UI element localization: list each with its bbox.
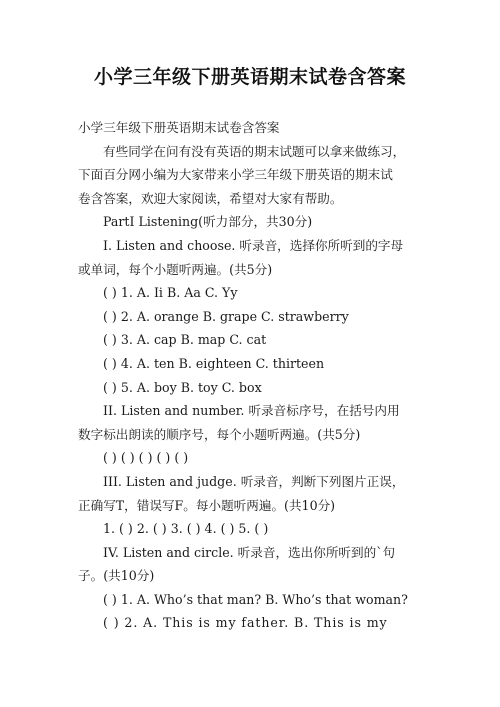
- answer-blanks: ( ) ( ) ( ) ( ) ( ): [103, 450, 189, 466]
- intro-line-1: 有些同学在问有没有英语的期末试题可以拿来做练习，: [103, 143, 406, 159]
- section-2-instruction: 数字标出朗读的顺序号，每个小题听两遍。(共5分): [78, 426, 361, 442]
- intro-line-3: 卷含答案，欢迎大家阅读，希望对大家有帮助。: [78, 190, 343, 206]
- question-item: ( ) 1. A. Ii B. Aa C. Yy: [103, 285, 238, 301]
- intro-line-2: 下面百分网小编为大家带来小学三年级下册英语的期末试: [78, 167, 393, 183]
- section-2-heading: II. Listen and number. 听录音标序号，在括号内用: [103, 403, 400, 419]
- question-item: ( ) 5. A. boy B. toy C. box: [103, 379, 262, 395]
- document-title: 小学三年级下册英语期末试卷含答案: [93, 66, 406, 88]
- question-item: ( ) 4. A. ten B. eighteen C. thirteen: [103, 355, 325, 371]
- section-4-heading: IV. Listen and circle. 听录音，选出你所听到的`句: [103, 544, 396, 560]
- answer-blanks: 1. ( ) 2. ( ) 3. ( ) 4. ( ) 5. ( ): [103, 521, 269, 537]
- section-1-instruction: 或单词，每个小题听两遍。(共5分): [78, 261, 273, 277]
- question-item: ( ) 3. A. cap B. map C. cat: [103, 332, 267, 348]
- part-heading: PartⅠ Listening(听力部分，共30分): [103, 214, 313, 230]
- question-item: ( ) 2. A. orange B. grape C. strawberry: [103, 308, 349, 324]
- question-item: ( ) 1. A. Who’s that man? B. Who’s that woman?: [103, 591, 408, 607]
- question-item: ( ) 2. A. This is my father. B. This is my: [103, 615, 388, 631]
- section-1-heading: I. Listen and choose. 听录音，选择你所听到的字母: [103, 237, 404, 253]
- section-3-instruction: 正确写T，错误写F。每小题听两遍。(共10分): [78, 497, 336, 513]
- section-3-heading: III. Listen and judge. 听录音，判断下列图片正误，: [103, 473, 405, 489]
- section-4-instruction: 子。(共10分): [78, 568, 155, 584]
- document-body: [78, 116, 434, 635]
- subtitle-line: 小学三年级下册英语期末试卷含答案: [78, 120, 280, 135]
